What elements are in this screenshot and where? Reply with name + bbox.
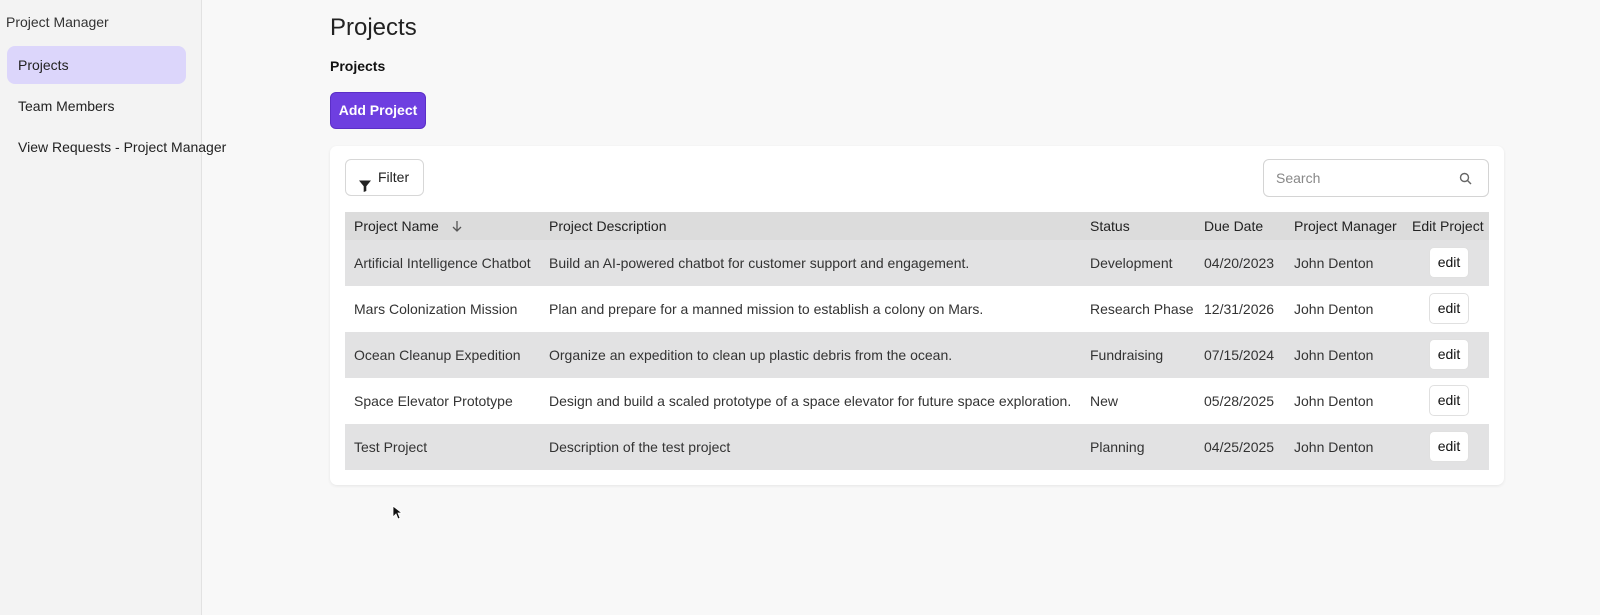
edit-button[interactable]: edit xyxy=(1429,293,1469,324)
cell-project-name: Test Project xyxy=(354,439,428,455)
table-header xyxy=(345,212,1489,240)
edit-button[interactable]: edit xyxy=(1429,431,1469,462)
column-header-due-date: Due Date xyxy=(1204,218,1264,234)
sidebar-item-team-members[interactable]: Team Members xyxy=(18,98,115,114)
sidebar-item-projects[interactable]: Projects xyxy=(7,46,186,84)
column-header-project-name[interactable] xyxy=(354,212,463,242)
section-heading: Projects xyxy=(330,58,386,74)
edit-button[interactable]: edit xyxy=(1429,385,1469,416)
cell-description: Organize an expedition to clean up plastic debris from the ocean. xyxy=(549,347,953,363)
cell-description: Plan and prepare for a manned mission to establish a colony on Mars. xyxy=(549,301,984,317)
search-box[interactable] xyxy=(1263,159,1489,197)
search-input[interactable] xyxy=(1265,161,1445,195)
cell-project-name: Mars Colonization Mission xyxy=(354,301,518,317)
cell-status: Development xyxy=(1090,255,1173,271)
cell-manager: John Denton xyxy=(1294,347,1374,363)
cell-project-name: Artificial Intelligence Chatbot xyxy=(354,255,531,271)
cell-manager: John Denton xyxy=(1294,301,1374,317)
filter-label: Filter xyxy=(378,169,410,185)
arrow-down-icon[interactable] xyxy=(451,214,463,242)
cell-description: Build an AI-powered chatbot for customer support and engagement. xyxy=(549,255,970,271)
cell-status: Fundraising xyxy=(1090,347,1164,363)
cell-manager: John Denton xyxy=(1294,255,1374,271)
cell-due-date: 05/28/2025 xyxy=(1204,393,1275,409)
table-row xyxy=(345,424,1489,470)
add-project-button[interactable]: Add Project xyxy=(330,92,426,129)
edit-button[interactable]: edit xyxy=(1429,339,1469,370)
column-header-edit: Edit Project xyxy=(1412,218,1484,234)
cell-project-name: Space Elevator Prototype xyxy=(354,393,513,409)
table-row xyxy=(345,332,1489,378)
table-row xyxy=(345,286,1489,332)
table-row xyxy=(345,240,1489,286)
table-row xyxy=(345,378,1489,424)
projects-table xyxy=(345,212,1489,470)
app-title: Project Manager xyxy=(6,14,109,30)
cell-status: Planning xyxy=(1090,439,1145,455)
cell-description: Description of the test project xyxy=(549,439,731,455)
sidebar-item-view-requests[interactable]: View Requests - Project Manager xyxy=(18,139,227,155)
cell-status: New xyxy=(1090,393,1119,409)
cell-due-date: 04/25/2025 xyxy=(1204,439,1275,455)
cell-due-date: 12/31/2026 xyxy=(1204,301,1275,317)
projects-card xyxy=(330,146,1504,485)
edit-button[interactable]: edit xyxy=(1429,247,1469,278)
cell-project-name: Ocean Cleanup Expedition xyxy=(354,347,521,363)
column-label: Project Name xyxy=(354,218,439,234)
page-title: Projects xyxy=(330,14,417,41)
mouse-cursor-icon xyxy=(392,505,402,525)
column-header-status: Status xyxy=(1090,218,1130,234)
search-icon[interactable] xyxy=(1459,172,1472,190)
cell-status: Research Phase xyxy=(1090,301,1194,317)
filter-icon xyxy=(358,171,372,206)
column-header-manager: Project Manager xyxy=(1294,218,1397,234)
cell-due-date: 07/15/2024 xyxy=(1204,347,1275,363)
cell-manager: John Denton xyxy=(1294,393,1374,409)
cell-manager: John Denton xyxy=(1294,439,1374,455)
sidebar xyxy=(0,0,227,615)
filter-button[interactable] xyxy=(345,159,424,196)
cell-description: Design and build a scaled prototype of a space elevator for future space exploration. xyxy=(549,393,1072,409)
cell-due-date: 04/20/2023 xyxy=(1204,255,1275,271)
column-header-description: Project Description xyxy=(549,218,667,234)
